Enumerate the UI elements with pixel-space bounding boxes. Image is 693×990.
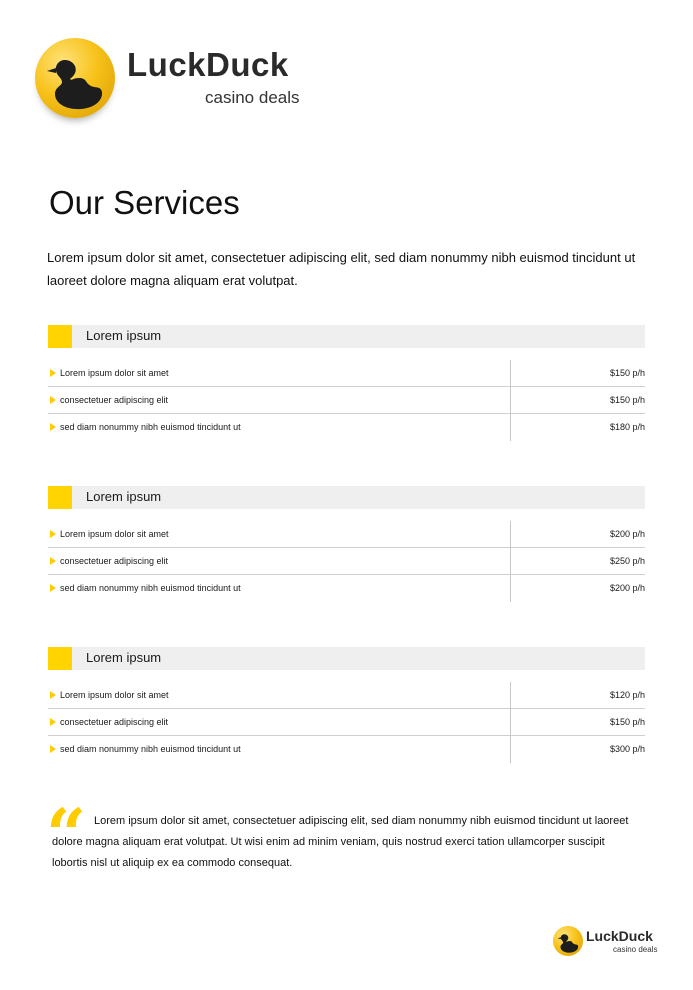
section-title: Lorem ipsum [86,650,162,665]
bullet-arrow-icon [50,691,56,699]
service-label: Lorem ipsum dolor sit amet [60,690,169,700]
price-list [48,360,645,440]
page-title: Our Services [49,184,240,221]
service-price: $300 p/h [609,744,645,754]
service-price: $250 p/h [609,556,645,566]
bullet-arrow-icon [50,557,56,565]
brand-logo[interactable] [35,38,335,128]
duck-logo-icon [35,38,115,118]
bullet-arrow-icon [50,396,56,404]
service-label: consectetuer adipiscing elit [60,717,169,727]
price-row [48,360,645,387]
duck-logo-icon [553,926,583,956]
price-row [48,548,645,575]
service-label: Lorem ipsum dolor sit amet [60,368,169,378]
service-price: $150 p/h [609,717,645,727]
service-section [48,325,645,440]
brand-tagline: casino deals [205,88,300,107]
brand-name: LuckDuck [127,46,289,83]
price-row [48,682,645,709]
service-label: consectetuer adipiscing elit [60,395,169,405]
section-header [48,325,645,348]
section-marker [48,325,72,348]
section-marker [48,486,72,509]
price-row [48,414,645,440]
service-label: sed diam nonummy nibh euismod tincidunt ut [60,422,241,432]
bullet-arrow-icon [50,423,56,431]
service-price: $180 p/h [609,422,645,432]
service-label: sed diam nonummy nibh euismod tincidunt ut [60,744,241,754]
service-label: consectetuer adipiscing elit [60,556,169,566]
service-label: Lorem ipsum dolor sit amet [60,529,169,539]
bullet-arrow-icon [50,369,56,377]
footer-brand-tagline: casino deals [613,945,658,954]
testimonial-quote: Lorem ipsum dolor sit amet, consectetuer adipiscing elit, sed diam nonummy nibh euismod tincidunt ut laoreet dolore magna aliquam erat volutpat. Ut wisi enim ad minim veniam, quis nostrud exerci tation ullamcorper suscipit lobortis nisl ut aliquip ex ea commodo consequat. [52,815,629,869]
section-header [48,647,645,670]
service-section [48,647,645,762]
section-title: Lorem ipsum [86,489,162,504]
service-price: $150 p/h [609,368,645,378]
service-price: $150 p/h [609,395,645,405]
section-title: Lorem ipsum [86,328,162,343]
section-header [48,486,645,509]
price-row [48,709,645,736]
quote-mark-icon: “ [46,793,87,876]
bullet-arrow-icon [50,584,56,592]
price-row [48,736,645,762]
price-row [48,521,645,548]
service-label: sed diam nonummy nibh euismod tincidunt ut [60,583,241,593]
footer-brand-name: LuckDuck [586,928,653,944]
bullet-arrow-icon [50,745,56,753]
service-price: $120 p/h [609,690,645,700]
service-price: $200 p/h [609,529,645,539]
bullet-arrow-icon [50,530,56,538]
service-price: $200 p/h [609,583,645,593]
footer-logo[interactable] [553,926,663,960]
intro-paragraph: Lorem ipsum dolor sit amet, consectetuer adipiscing elit, sed diam nonummy nibh euismod tincidunt ut laoreet dolore magna aliquam erat volutpat. [47,250,636,288]
bullet-arrow-icon [50,718,56,726]
service-section [48,486,645,601]
section-marker [48,647,72,670]
price-list [48,682,645,762]
price-row [48,387,645,414]
price-list [48,521,645,601]
price-row [48,575,645,601]
